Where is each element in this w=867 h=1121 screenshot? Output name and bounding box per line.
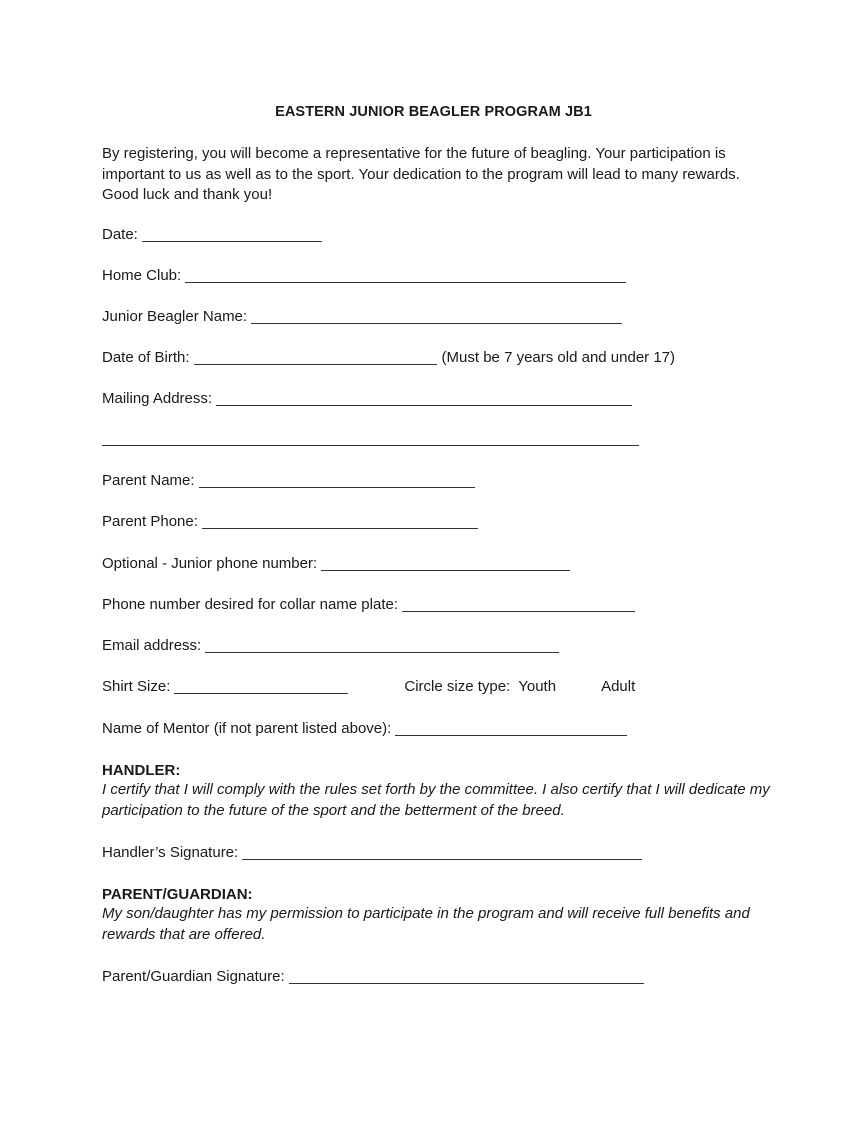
parent-phone-label: Parent Phone:: [102, 513, 198, 530]
dob-note: (Must be 7 years old and under 17): [441, 349, 676, 366]
mailing-address-label: Mailing Address:: [102, 390, 213, 407]
home-club-field[interactable]: [185, 268, 626, 283]
date-row: [102, 226, 322, 244]
parent-name-row: [102, 472, 475, 490]
dob-label: Date of Birth:: [102, 349, 190, 366]
handler-heading: HANDLER:: [102, 762, 181, 779]
parent-phone-row: [102, 513, 478, 531]
mailing-address-row-2: [102, 431, 639, 448]
date-label: Date:: [102, 226, 138, 243]
collar-phone-field[interactable]: [402, 597, 635, 612]
junior-phone-field[interactable]: [321, 556, 570, 571]
handler-signature-label: Handler’s Signature:: [102, 844, 239, 861]
mentor-label: Name of Mentor (if not parent listed above):: [102, 720, 392, 737]
junior-phone-row: [102, 555, 570, 573]
home-club-label: Home Club:: [102, 267, 182, 284]
mailing-address-field-line2[interactable]: [102, 431, 639, 446]
dob-row: [102, 349, 675, 367]
junior-name-field[interactable]: [251, 309, 622, 324]
dob-field[interactable]: [194, 350, 437, 365]
mentor-row: [102, 720, 627, 738]
date-field[interactable]: [142, 227, 322, 242]
parent-guardian-statement: My son/daughter has my permission to participate in the program and will receive full benefits and rewards that are offered.: [102, 905, 750, 943]
handler-signature-row: [102, 844, 642, 862]
intro-paragraph: By registering, you will become a representative for the future of beagling. Your participation is important to us as well as to the sport. Your dedication to the program will lead to many rewards. Good luck and thank you!: [102, 145, 740, 203]
parent-signature-field[interactable]: [289, 969, 644, 984]
email-row: [102, 637, 559, 655]
mailing-address-field[interactable]: [216, 391, 632, 406]
email-label: Email address:: [102, 637, 202, 654]
handler-signature-field[interactable]: [242, 845, 642, 860]
parent-guardian-heading: PARENT/GUARDIAN:: [102, 886, 253, 903]
email-field[interactable]: [205, 638, 559, 653]
junior-name-row: [102, 308, 622, 326]
shirt-size-row: [102, 678, 635, 696]
junior-phone-label: Optional - Junior phone number:: [102, 555, 318, 572]
parent-name-field[interactable]: [199, 473, 475, 488]
parent-name-label: Parent Name:: [102, 472, 195, 489]
mailing-address-row: [102, 390, 632, 408]
shirt-size-label: Shirt Size:: [102, 678, 171, 695]
size-option-adult[interactable]: Adult: [601, 678, 636, 695]
junior-name-label: Junior Beagler Name:: [102, 308, 248, 325]
parent-signature-row: [102, 968, 644, 986]
form-title: EASTERN JUNIOR BEAGLER PROGRAM JB1: [275, 104, 592, 120]
parent-signature-label: Parent/Guardian Signature:: [102, 968, 285, 985]
collar-phone-row: [102, 596, 635, 614]
home-club-row: [102, 267, 626, 285]
parent-phone-field[interactable]: [202, 514, 478, 529]
mentor-field[interactable]: [395, 721, 627, 736]
collar-phone-label: Phone number desired for collar name plate:: [102, 596, 399, 613]
size-option-youth[interactable]: Youth: [518, 678, 557, 695]
handler-statement: I certify that I will comply with the rules set forth by the committee. I also certify that I will dedicate my participation to the future of the sport and the betterment of the breed.: [102, 781, 770, 819]
shirt-size-field[interactable]: [174, 679, 348, 694]
circle-size-label: Circle size type:: [404, 678, 511, 695]
